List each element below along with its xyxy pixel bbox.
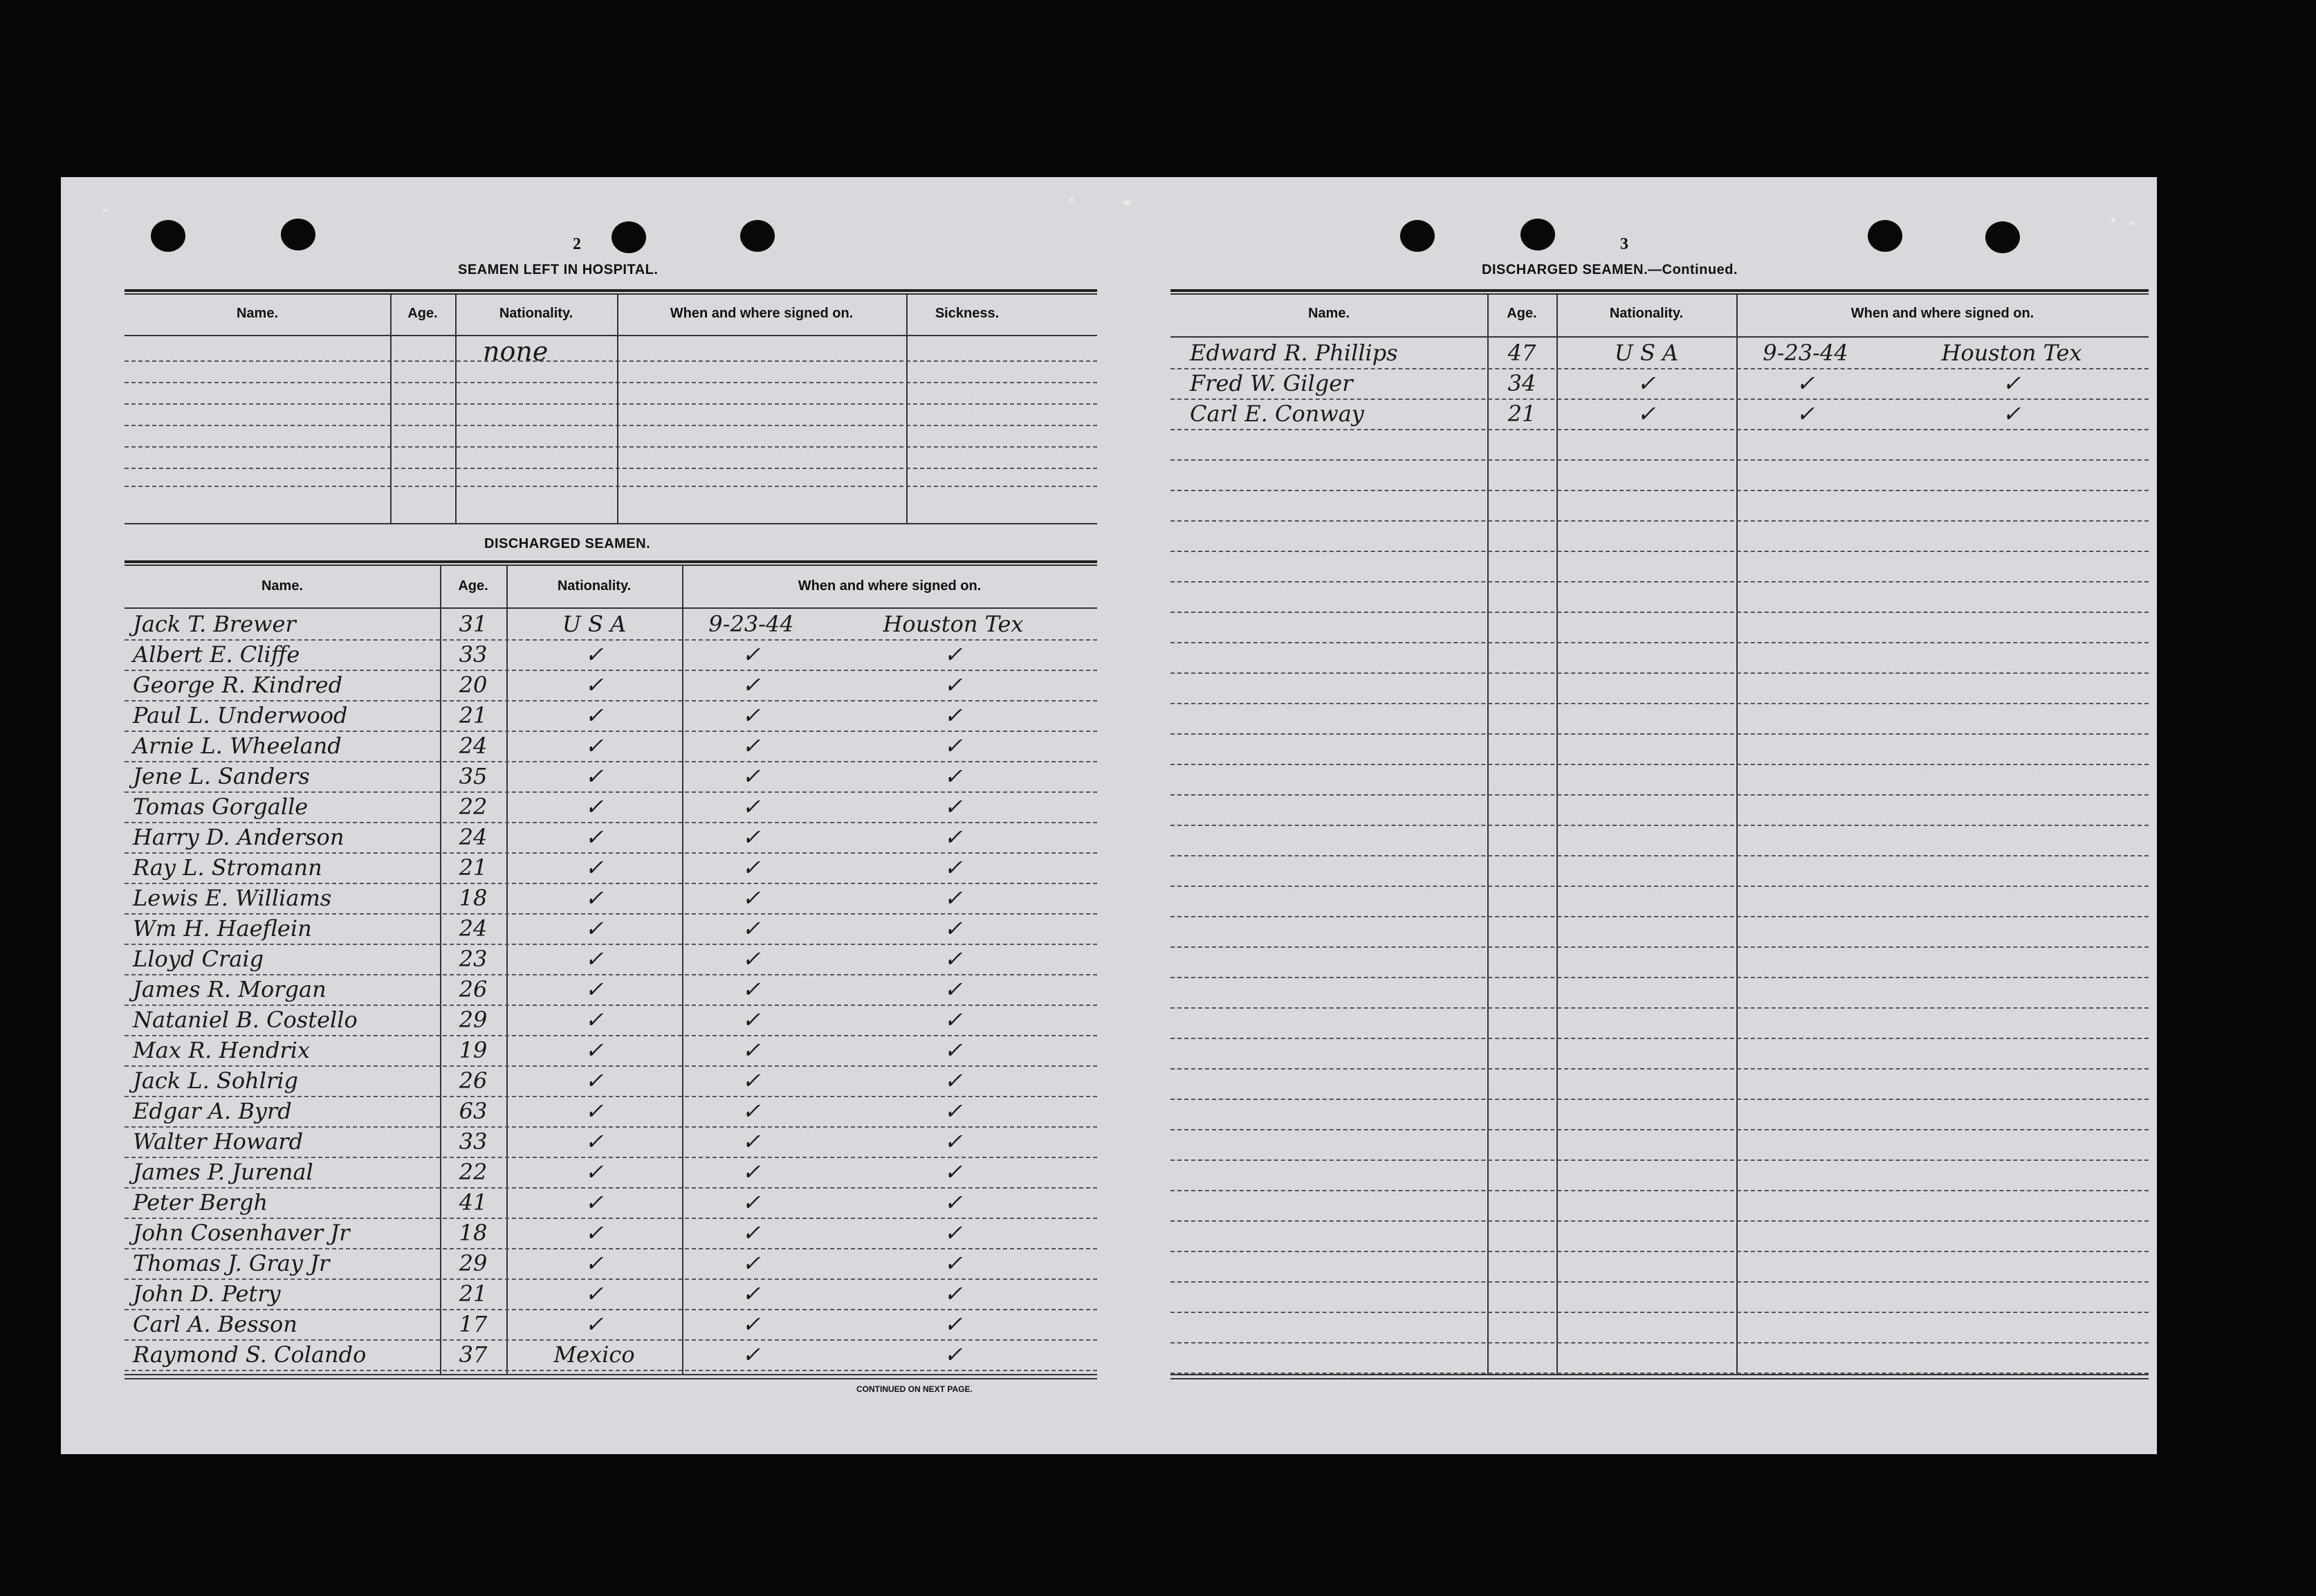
ruled-line [1170, 855, 2149, 856]
punch-hole [281, 219, 315, 250]
seaman-nationality: Mexico [553, 1341, 635, 1368]
ruled-line [1170, 581, 2149, 583]
seaman-age: 24 [459, 824, 488, 850]
discharged-col-name: Name. [261, 578, 304, 594]
seaman-place: ✓ [944, 1311, 963, 1337]
seaman-place: ✓ [944, 641, 963, 668]
seaman-name: John D. Petry [133, 1281, 281, 1307]
seaman-name: Peter Bergh [133, 1189, 268, 1216]
seaman-date: ✓ [742, 1098, 761, 1124]
seaman-age: 41 [459, 1189, 488, 1216]
seaman-nationality: ✓ [585, 946, 604, 972]
seaman-name: Thomas J. Gray Jr [133, 1250, 330, 1276]
seaman-age: 21 [1507, 401, 1536, 427]
seaman-place: ✓ [944, 1159, 963, 1185]
speck [102, 209, 108, 212]
seaman-name: Walter Howard [133, 1128, 304, 1155]
seaman-name: Jene L. Sanders [133, 763, 310, 789]
seaman-name: Edgar A. Byrd [133, 1098, 292, 1124]
seaman-place: ✓ [944, 1281, 963, 1307]
seaman-age: 19 [459, 1037, 488, 1063]
seaman-age: 26 [459, 1067, 488, 1094]
seaman-place: ✓ [944, 702, 963, 728]
seaman-place: ✓ [944, 794, 963, 820]
seaman-age: 29 [459, 1250, 488, 1276]
ruled-line [1170, 1099, 2149, 1100]
seaman-nationality: ✓ [585, 854, 604, 881]
seaman-place: ✓ [2002, 401, 2021, 427]
ruled-line [1170, 459, 2149, 461]
seaman-name: Harry D. Anderson [133, 824, 344, 850]
ruled-line [1170, 1373, 2149, 1374]
seaman-date: ✓ [742, 672, 761, 698]
seaman-nationality: ✓ [585, 885, 604, 911]
seaman-nationality: ✓ [585, 1067, 604, 1094]
seaman-nationality: ✓ [585, 915, 604, 942]
seaman-name: Carl A. Besson [133, 1311, 297, 1337]
seaman-name: George R. Kindred [133, 672, 343, 698]
seaman-nationality: ✓ [585, 672, 604, 698]
seaman-place: ✓ [944, 1220, 963, 1246]
seaman-date: ✓ [742, 1250, 761, 1276]
seaman-age: 33 [459, 1128, 488, 1155]
seaman-date: ✓ [742, 1311, 761, 1337]
page-number-left: 2 [573, 235, 581, 253]
right-section-title: DISCHARGED SEAMEN.—Continued. [1482, 262, 1738, 277]
seaman-place: Houston Tex [883, 611, 1024, 637]
seaman-nationality: ✓ [1637, 370, 1656, 396]
seaman-name: James R. Morgan [133, 976, 327, 1002]
right-col-signed-on: When and where signed on. [1850, 306, 2034, 321]
seaman-nationality: ✓ [585, 1128, 604, 1155]
seaman-age: 21 [459, 702, 488, 728]
punch-hole [1520, 219, 1555, 250]
ruled-line [1170, 1038, 2149, 1039]
seaman-place: ✓ [944, 915, 963, 942]
seaman-age: 23 [459, 946, 488, 972]
hospital-col-sickness: Sickness. [935, 306, 1000, 321]
seaman-nationality: ✓ [585, 976, 604, 1002]
seaman-nationality: ✓ [585, 733, 604, 759]
right-col-name: Name. [1307, 306, 1350, 321]
seaman-name: Lewis E. Williams [133, 885, 332, 911]
seaman-place: Houston Tex [1941, 340, 2082, 366]
hospital-col-signed-on: When and where signed on. [670, 306, 854, 321]
seaman-place: ✓ [944, 1037, 963, 1063]
seaman-place: ✓ [944, 1007, 963, 1033]
seaman-date: ✓ [742, 976, 761, 1002]
punch-hole [1985, 221, 2020, 253]
seaman-age: 17 [459, 1311, 488, 1337]
ruled-line [1170, 1312, 2149, 1313]
ruled-line [1170, 1281, 2149, 1283]
seaman-place: ✓ [944, 1128, 963, 1155]
seaman-place: ✓ [944, 733, 963, 759]
seaman-age: 63 [459, 1098, 488, 1124]
ruled-line [1170, 916, 2149, 917]
ruled-line [1170, 1342, 2149, 1343]
seaman-name: Max R. Hendrix [133, 1037, 311, 1063]
seaman-name: Jack T. Brewer [133, 611, 296, 637]
seaman-age: 33 [459, 641, 488, 668]
seaman-date: ✓ [742, 1281, 761, 1307]
seaman-date: 9-23-44 [1763, 340, 1848, 366]
seaman-name: Paul L. Underwood [133, 702, 348, 728]
seaman-nationality: ✓ [585, 763, 604, 789]
punch-hole [1868, 220, 1902, 252]
ruled-line [1170, 642, 2149, 643]
discharged-section-title: DISCHARGED SEAMEN. [484, 536, 651, 551]
ruled-line [1170, 490, 2149, 491]
seaman-name: Arnie L. Wheeland [133, 733, 342, 759]
seaman-age: 20 [459, 672, 488, 698]
seaman-place: ✓ [944, 1341, 963, 1368]
seaman-name: Jack L. Sohlrig [133, 1067, 299, 1094]
punch-hole [740, 220, 775, 252]
ruled-line [125, 1370, 1097, 1371]
seaman-nationality: ✓ [585, 1220, 604, 1246]
seaman-place: ✓ [944, 946, 963, 972]
punch-hole [612, 221, 646, 253]
seaman-name: Carl E. Conway [1190, 401, 1364, 427]
right-col-nationality: Nationality. [1609, 306, 1684, 321]
seaman-nationality: ✓ [1637, 401, 1656, 427]
seaman-date: ✓ [1796, 370, 1815, 396]
seaman-nationality: ✓ [585, 1281, 604, 1307]
seaman-age: 37 [459, 1341, 488, 1368]
seaman-name: Ray L. Stromann [133, 854, 322, 881]
seaman-place: ✓ [944, 672, 963, 698]
seaman-place: ✓ [944, 763, 963, 789]
punch-hole [1400, 220, 1435, 252]
hospital-section-title: SEAMEN LEFT IN HOSPITAL. [458, 262, 659, 277]
seaman-age: 21 [459, 1281, 488, 1307]
ruled-line [1170, 672, 2149, 674]
hospital-col-name: Name. [236, 306, 279, 321]
seaman-date: ✓ [742, 794, 761, 820]
seaman-age: 21 [459, 854, 488, 881]
seaman-name: Edward R. Phillips [1190, 340, 1398, 366]
seaman-date: ✓ [742, 702, 761, 728]
seaman-name: Raymond S. Colando [133, 1341, 367, 1368]
seaman-nationality: ✓ [585, 641, 604, 668]
seaman-name: Nataniel B. Costello [133, 1007, 358, 1033]
seaman-place: ✓ [944, 1067, 963, 1094]
seaman-nationality: ✓ [585, 1007, 604, 1033]
seaman-nationality: ✓ [585, 1250, 604, 1276]
seaman-place: ✓ [944, 1098, 963, 1124]
ledger-paper [61, 177, 2157, 1454]
seaman-date: ✓ [742, 854, 761, 881]
seaman-age: 22 [459, 1159, 488, 1185]
discharged-col-age: Age. [458, 578, 488, 594]
speck [2131, 221, 2135, 226]
seaman-age: 22 [459, 794, 488, 820]
seaman-place: ✓ [944, 1189, 963, 1216]
seaman-age: 24 [459, 915, 488, 942]
seaman-date: ✓ [1796, 401, 1815, 427]
seaman-date: ✓ [742, 733, 761, 759]
seaman-date: ✓ [742, 763, 761, 789]
right-col-age: Age. [1507, 306, 1537, 321]
seaman-date: ✓ [742, 915, 761, 942]
seaman-date: ✓ [742, 1189, 761, 1216]
speck [2111, 219, 2115, 223]
seaman-name: Tomas Gorgalle [133, 794, 309, 820]
ruled-line [1170, 703, 2149, 704]
seaman-age: 24 [459, 733, 488, 759]
seaman-date: ✓ [742, 1341, 761, 1368]
seaman-name: Albert E. Cliffe [133, 641, 300, 668]
seaman-name: Fred W. Gilger [1190, 370, 1353, 396]
continued-note: CONTINUED ON NEXT PAGE. [856, 1384, 973, 1394]
speck [1069, 198, 1074, 202]
page-number-right: 3 [1620, 235, 1628, 253]
seaman-name: Wm H. Haeflein [133, 915, 312, 942]
speck [1123, 201, 1130, 205]
ruled-line [1170, 1159, 2149, 1161]
ruled-line [1170, 551, 2149, 552]
hospital-col-nationality: Nationality. [499, 306, 573, 321]
ruled-line [1170, 977, 2149, 978]
seaman-date: ✓ [742, 946, 761, 972]
seaman-nationality: ✓ [585, 1037, 604, 1063]
seaman-nationality: ✓ [585, 794, 604, 820]
seaman-nationality: ✓ [585, 1159, 604, 1185]
seaman-place: ✓ [2002, 370, 2021, 396]
seaman-place: ✓ [944, 976, 963, 1002]
seaman-place: ✓ [944, 854, 963, 881]
seaman-age: 31 [459, 611, 488, 637]
ruled-line [1170, 946, 2149, 948]
hospital-col-age: Age. [407, 306, 438, 321]
seaman-date: ✓ [742, 824, 761, 850]
seaman-name: James P. Jurenal [133, 1159, 313, 1185]
seaman-date: ✓ [742, 1037, 761, 1063]
discharged-col-nationality: Nationality. [557, 578, 632, 594]
ruled-line [1170, 825, 2149, 826]
seaman-date: ✓ [742, 1007, 761, 1033]
seaman-nationality: ✓ [585, 824, 604, 850]
seaman-date: ✓ [742, 641, 761, 668]
hospital-entry-none: none [483, 336, 549, 367]
seaman-age: 29 [459, 1007, 488, 1033]
seaman-date: ✓ [742, 1128, 761, 1155]
seaman-age: 18 [459, 1220, 488, 1246]
ruled-line [1170, 1007, 2149, 1009]
seaman-date: ✓ [742, 1159, 761, 1185]
ruled-line [1170, 764, 2149, 765]
seaman-age: 47 [1507, 340, 1536, 366]
seaman-nationality: ✓ [585, 1189, 604, 1216]
ruled-line [1170, 1220, 2149, 1222]
seaman-date: ✓ [742, 885, 761, 911]
ruled-line [1170, 794, 2149, 796]
ruled-line [1170, 1251, 2149, 1252]
seaman-nationality: ✓ [585, 1311, 604, 1337]
ruled-line [1170, 612, 2149, 613]
ruled-line [1170, 1129, 2149, 1130]
seaman-place: ✓ [944, 1250, 963, 1276]
punch-hole [151, 220, 185, 252]
seaman-name: John Cosenhaver Jr [133, 1220, 350, 1246]
seaman-place: ✓ [944, 824, 963, 850]
discharged-col-signed-on: When and where signed on. [798, 578, 982, 594]
ruled-line [1170, 429, 2149, 430]
seaman-age: 34 [1507, 370, 1536, 396]
seaman-date: ✓ [742, 1220, 761, 1246]
seaman-place: ✓ [944, 885, 963, 911]
seaman-age: 35 [459, 763, 488, 789]
ruled-line [1170, 520, 2149, 522]
seaman-age: 18 [459, 885, 488, 911]
seaman-nationality: U S A [562, 611, 627, 637]
seaman-nationality: ✓ [585, 1098, 604, 1124]
seaman-date: ✓ [742, 1067, 761, 1094]
ruled-line [1170, 1068, 2149, 1070]
ruled-line [1170, 733, 2149, 735]
seaman-nationality: ✓ [585, 702, 604, 728]
ruled-line [1170, 886, 2149, 887]
seaman-date: 9-23-44 [708, 611, 794, 637]
ruled-line [1170, 1190, 2149, 1191]
seaman-name: Lloyd Craig [133, 946, 264, 972]
seaman-nationality: U S A [1614, 340, 1679, 366]
seaman-age: 26 [459, 976, 488, 1002]
